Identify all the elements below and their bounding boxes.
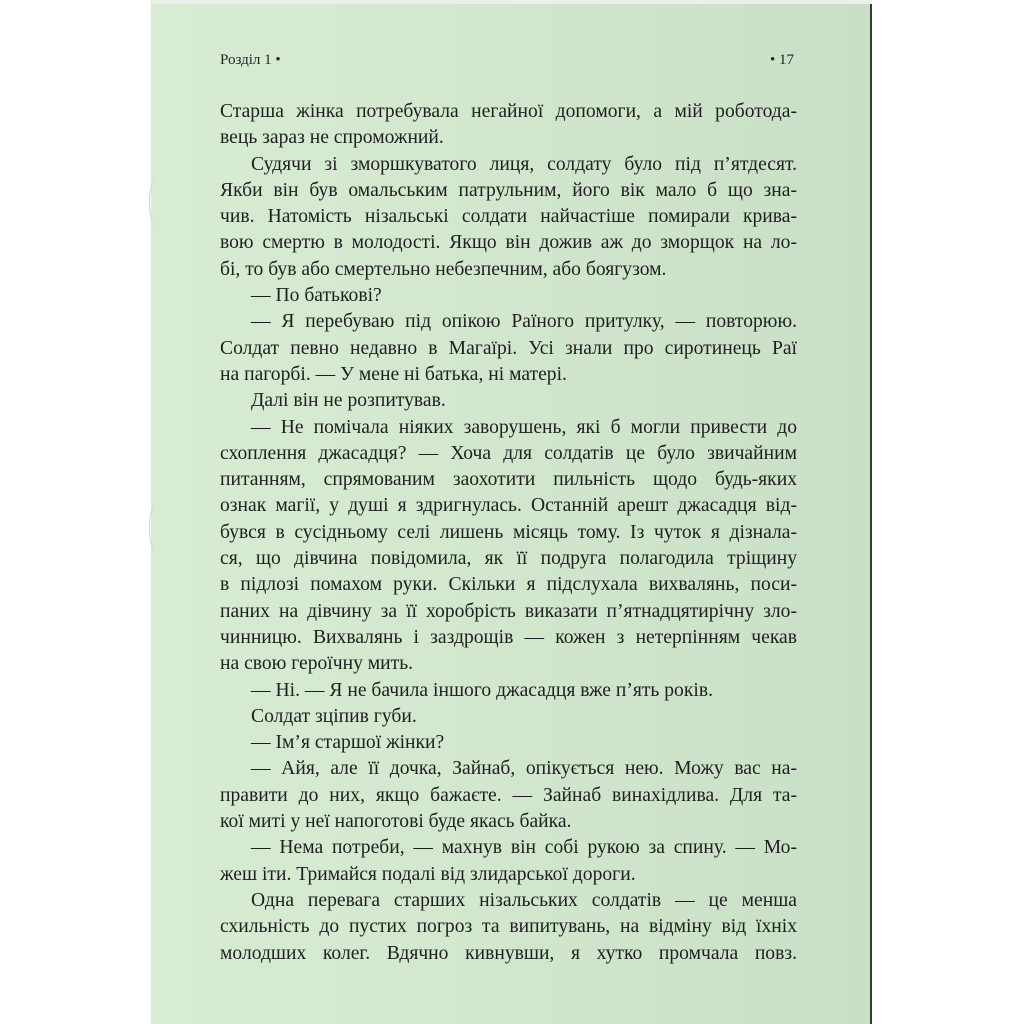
paragraph [220, 415, 797, 678]
paragraph [220, 388, 797, 414]
text-line: — По батькові? [251, 285, 382, 307]
text-line: — Не помічала ніяких заворушень, які б могли привести до [251, 416, 797, 438]
paragraph [220, 309, 797, 388]
text-line: Далі він не розпитував. [251, 390, 446, 412]
paragraph [220, 99, 797, 152]
text-line: на свою героїчну мить. [220, 653, 414, 675]
text-line: ознак магії, у душі я здригнулась. Останній арешт джасадця від- [220, 495, 797, 517]
page-top-edge [151, 0, 872, 4]
text-line: схоплення джасадця? — Хоча для солдатів це було звичайним [220, 442, 797, 464]
text-line: Солдат певно недавно в Магаїрі. Усі знали про сиротинець Раї [220, 337, 797, 359]
paragraph [220, 678, 797, 704]
book-page [151, 0, 872, 1024]
text-line: Старша жінка потребувала негайної допомоги, а мій роботода- [220, 101, 797, 122]
text-line: — Айя, але її дочка, Зайнаб, опікується нею. Можу вас на- [251, 758, 797, 780]
text-line: — Я перебуваю під опікою Раїного притулку, — повторюю. [251, 311, 797, 333]
binding-hole-mark [149, 180, 162, 226]
text-line: чив. Натомість нізальські солдати найчастіше помирали крива- [220, 206, 797, 228]
text-line: схильність до пустих погроз та випитувань, на відміну від їхніх [220, 916, 797, 938]
text-line: Судячи зі зморшкуватого лиця, солдату було під п’ятдесят. [251, 153, 797, 175]
text-line: — Нема потреби, — махнув він собі рукою за спину. — Мо- [251, 837, 797, 859]
text-line: бі, то був або смертельно небезпечним, або боягузом. [220, 258, 667, 280]
text-line: — Ні. — Я не бачила іншого джасадця вже п’ять років. [251, 679, 713, 701]
text-line: Одна перевага старших нізальських солдатів — це менша [251, 889, 797, 911]
text-line: вою смертю в молодості. Якщо він дожив аж до зморщок на ло- [220, 232, 797, 254]
chapter-label: Розділ 1 • [220, 52, 281, 68]
paragraph [220, 756, 797, 835]
text-line: чинницю. Вихвалянь і заздрощів — кожен з нетерпінням чекав [220, 626, 797, 648]
paragraph [220, 704, 797, 730]
text-line: на пагорбі. — У мене ні батька, ні матері. [220, 363, 567, 385]
running-header [220, 52, 794, 69]
text-line: вець зараз не спроможний. [220, 127, 444, 149]
text-line: ся, що дівчина повідомила, як її подруга полагодила тріщину [220, 548, 797, 570]
binding-hole-mark [149, 505, 162, 551]
paragraph [220, 152, 797, 283]
text-line: — Ім’я старшої жінки? [251, 732, 445, 754]
text-line: правити до них, якщо бажаєте. — Зайнаб винахідлива. Для та- [220, 784, 797, 806]
page-number: • 17 [769, 52, 794, 68]
text-line: питанням, спрямованим заохотити пильність щодо будь-яких [220, 469, 797, 491]
text-line: Солдат зціпив губи. [251, 705, 417, 727]
paragraph [220, 835, 797, 888]
paragraph [220, 730, 797, 756]
text-line: кої миті у неї напоготові буде якась байка. [220, 811, 572, 833]
paragraph [220, 283, 797, 309]
paragraph [220, 888, 797, 967]
text-line: паних на дівчину за її хоробрість виказати п’ятнадцятирічну зло- [220, 600, 797, 622]
text-line: бувся в сусідньому селі лишень місяць тому. Із чуток я дізнала- [220, 521, 797, 543]
text-line: Якби він був омальським патрульним, його вік мало б що зна- [220, 179, 797, 201]
text-line: в підлозі помахом руки. Скільки я підслухала вихвалянь, поси- [220, 574, 797, 596]
text-line: жеш іти. Тримайся подалі від злидарської дороги. [220, 863, 636, 885]
text-line: молодших колег. Вдячно кивнувши, я хутко промчала повз. [220, 942, 797, 964]
body-text [220, 99, 797, 967]
